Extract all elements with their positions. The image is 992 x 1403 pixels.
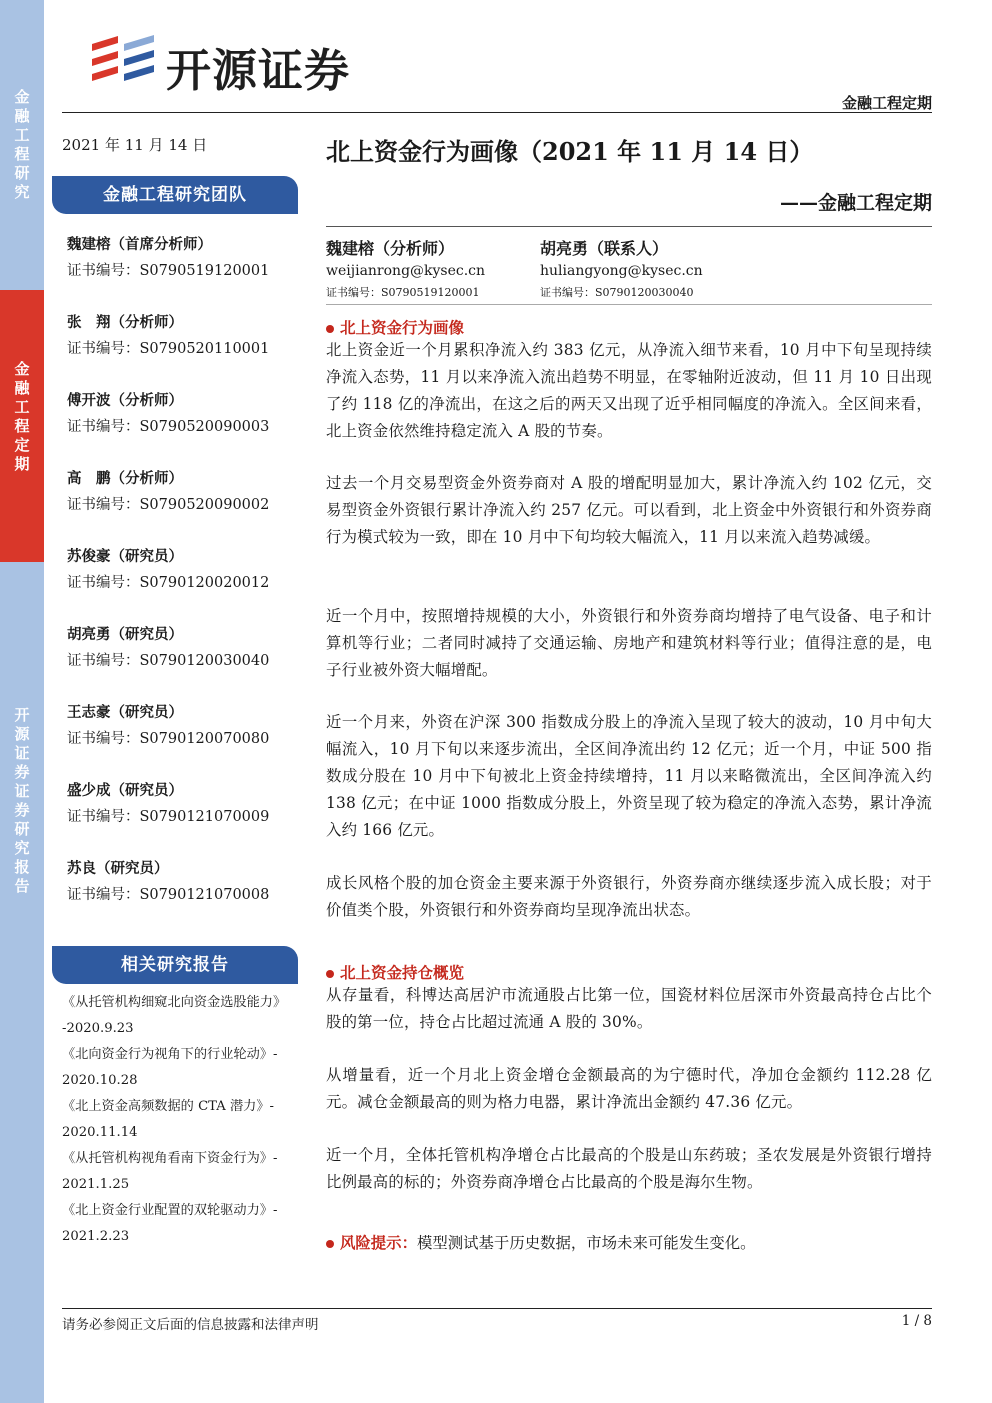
side-color-bar bbox=[0, 0, 44, 1403]
title-divider bbox=[326, 226, 932, 227]
related-report-link[interactable] bbox=[62, 1042, 320, 1094]
analyst-name: 王志豪（研究员） bbox=[67, 704, 183, 721]
header-divider bbox=[62, 112, 932, 113]
analyst-name: 魏建榕（首席分析师） bbox=[67, 236, 212, 253]
analyst-cert: 证书编号：S0790520090002 bbox=[67, 497, 270, 513]
body-paragraph: 从增量看，近一个月北上资金增仓金额最高的为宁德时代，净加仓金额约 112.28 亿元。减仓金额最高的则为格力电器，累计净流出金额约 47.36 亿元。 bbox=[326, 1066, 932, 1111]
related-report-link[interactable] bbox=[62, 1198, 320, 1250]
body-paragraph: 北上资金近一个月累积净流入约 383 亿元，从净流入细节来看，10 月中下旬呈现持续净流入态势，11 月以来净流入流出趋势不明显，在零轴附近波动，但 11 月 10 日出现了约 118 亿的净流出，在这之后的两天又出现了近乎相同幅度的净流入。全区间来看，北上资金依然维持稳定流入 A 股的节奏。 bbox=[326, 341, 932, 440]
page-subtitle: ——金融工程定期 bbox=[779, 192, 932, 214]
related-report-date: 2021.1.25 bbox=[62, 1177, 130, 1192]
related-report-link[interactable] bbox=[62, 990, 320, 1042]
footer-disclaimer: 请务必参阅正文后面的信息披露和法律声明 bbox=[62, 1317, 319, 1333]
section-heading bbox=[326, 961, 464, 983]
body-paragraph: 近一个月来，外资在沪深 300 指数成分股上的净流入呈现了较大的波动，10 月中旬大幅流入，10 月下旬以来逐步流出，全区间净流出约 12 亿元；近一个月，中证 500 指数成分股在 10 月中下旬被北上资金持续增持，11 月以来略微流出，全区间净流入约 138 亿元；在中证 1000 指数成分股上，外资呈现了较为稳定的净流入态势，累计净流入约 166 亿元。 bbox=[326, 713, 932, 839]
report-date: 2021 年 11 月 14 日 bbox=[62, 136, 208, 154]
bullet-icon bbox=[326, 1240, 334, 1248]
risk-notice bbox=[326, 1230, 756, 1257]
analyst-cert: 证书编号：S0790120070080 bbox=[67, 731, 270, 747]
analyst-name: 傅开波（分析师） bbox=[67, 392, 183, 409]
related-report-date: 2021.2.23 bbox=[62, 1229, 130, 1244]
analyst-cert: 证书编号：S0790120020012 bbox=[67, 575, 270, 591]
related-report-title: 《从托管机构视角看南下资金行为》- bbox=[62, 1151, 278, 1166]
author-name: 胡亮勇（联系人） bbox=[540, 239, 669, 258]
page-title: 北上资金行为画像（2021 年 11 月 14 日） bbox=[326, 137, 814, 166]
sidebar-segment-research bbox=[0, 88, 44, 202]
analyst-cert: 证书编号：S0790520090003 bbox=[67, 419, 270, 435]
related-report-title: 《北上资金行业配置的双轮驱动力》- bbox=[62, 1203, 278, 1218]
sidebar-label: 开源证券 证券研究报告 bbox=[14, 706, 30, 895]
author-email[interactable]: huliangyong@kysec.cn bbox=[540, 263, 703, 279]
bullet-icon bbox=[326, 325, 334, 333]
bullet-icon bbox=[326, 970, 334, 978]
related-report-title: 《北上资金高频数据的 CTA 潜力》- bbox=[62, 1099, 274, 1114]
author-cert: 证书编号：S0790519120001 bbox=[326, 286, 480, 299]
analyst-entry bbox=[67, 232, 269, 284]
related-report-date: -2020.9.23 bbox=[62, 1021, 134, 1036]
footer-divider bbox=[62, 1308, 932, 1309]
body-paragraph: 从存量看，科博达高居沪市流通股占比第一位，国瓷材料位居深市外资最高持仓占比个股的第一位，持仓占比超过流通 A 股的 30%。 bbox=[326, 986, 932, 1031]
section-heading-text: 北上资金行为画像 bbox=[340, 319, 465, 337]
related-report-link[interactable] bbox=[62, 1094, 320, 1146]
analyst-name: 苏良（研究员） bbox=[67, 860, 169, 877]
analyst-cert: 证书编号：S0790520110001 bbox=[67, 341, 270, 357]
related-report-link[interactable] bbox=[62, 1146, 320, 1198]
brand-name: 开源证券 bbox=[166, 44, 351, 97]
analyst-cert: 证书编号：S0790121070009 bbox=[67, 809, 270, 825]
analyst-entry bbox=[67, 310, 269, 362]
analyst-name: 胡亮勇（研究员） bbox=[67, 626, 183, 643]
sidebar-label: 金融工程定期 bbox=[14, 360, 30, 473]
related-report-title: 《北向资金行为视角下的行业轮动》- bbox=[62, 1047, 278, 1062]
analyst-name: 盛少成（研究员） bbox=[67, 782, 183, 799]
body-paragraph: 近一个月中，按照增持规模的大小，外资银行和外资券商均增持了电气设备、电子和计算机等行业；二者同时减持了交通运输、房地产和建筑材料等行业；值得注意的是，电子行业被外资大幅增配。 bbox=[326, 607, 932, 679]
risk-label: 风险提示： bbox=[340, 1234, 417, 1252]
analyst-entry bbox=[67, 778, 269, 830]
related-reports-banner: 相关研究报告 bbox=[52, 946, 298, 984]
header-tag: 金融工程定期 bbox=[841, 94, 932, 112]
analyst-cert: 证书编号：S0790121070008 bbox=[67, 887, 270, 903]
sidebar-label: 金融工程研究 bbox=[14, 88, 30, 201]
analyst-entry bbox=[67, 466, 269, 518]
analyst-entry bbox=[67, 700, 269, 752]
analyst-name: 张 翔（分析师） bbox=[67, 314, 183, 331]
analyst-name: 苏俊豪（研究员） bbox=[67, 548, 183, 565]
page-number: 1 / 8 bbox=[901, 1313, 932, 1329]
analyst-entry bbox=[67, 622, 269, 674]
author-email[interactable]: weijianrong@kysec.cn bbox=[326, 263, 486, 279]
author-divider bbox=[326, 304, 932, 305]
sidebar-segment-periodic bbox=[0, 290, 44, 562]
body-paragraph: 成长风格个股的加仓资金主要来源于外资银行，外资券商亦继续逐步流入成长股；对于价值类个股，外资银行和外资券商均呈现净流出状态。 bbox=[326, 874, 932, 919]
related-report-title: 《从托管机构细窥北向资金选股能力》 bbox=[62, 995, 287, 1010]
author-cert: 证书编号：S0790120030040 bbox=[540, 286, 694, 299]
section-heading bbox=[326, 316, 464, 338]
analyst-entry bbox=[67, 388, 269, 440]
analyst-entry bbox=[67, 544, 269, 596]
author-name: 魏建榕（分析师） bbox=[326, 239, 455, 258]
body-paragraph: 近一个月，全体托管机构净增仓占比最高的个股是山东药玻；圣农发展是外资银行增持比例最高的标的；外资券商净增仓占比最高的个股是海尔生物。 bbox=[326, 1146, 932, 1191]
analyst-name: 高 鹏（分析师） bbox=[67, 470, 183, 487]
author-block bbox=[326, 238, 485, 304]
analyst-cert: 证书编号：S0790120030040 bbox=[67, 653, 270, 669]
sidebar-segment-brand bbox=[0, 706, 44, 896]
related-report-date: 2020.11.14 bbox=[62, 1125, 138, 1140]
author-block bbox=[540, 238, 703, 304]
related-report-date: 2020.10.28 bbox=[62, 1073, 138, 1088]
analyst-cert: 证书编号：S0790519120001 bbox=[67, 263, 270, 279]
analyst-entry bbox=[67, 856, 269, 908]
section-heading-text: 北上资金持仓概览 bbox=[340, 964, 465, 982]
brand-logo-icon bbox=[88, 30, 160, 90]
risk-text: 模型测试基于历史数据，市场未来可能发生变化。 bbox=[416, 1234, 756, 1252]
body-paragraph: 过去一个月交易型资金外资券商对 A 股的增配明显加大，累计净流入约 102 亿元，交易型资金外资银行累计净流入约 257 亿元。可以看到，北上资金中外资银行和外资券商行为模式较为一致，即在 10 月中下旬均较大幅流入，11 月以来流入趋势减缓。 bbox=[326, 474, 932, 546]
team-banner: 金融工程研究团队 bbox=[52, 176, 298, 214]
